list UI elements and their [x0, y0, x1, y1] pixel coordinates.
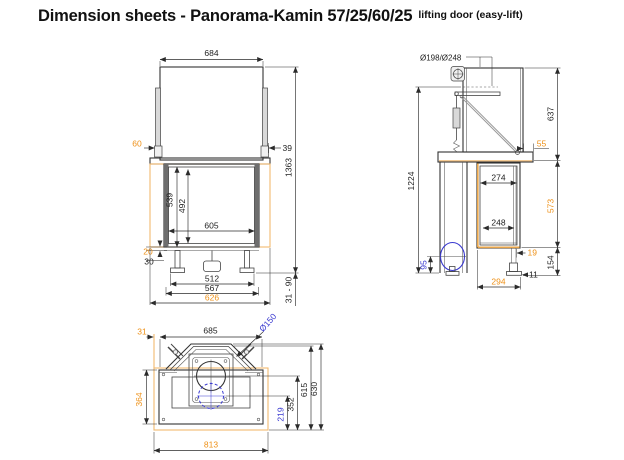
side-right-foot: [507, 272, 522, 276]
dim-front-door-height: 539: [164, 192, 175, 208]
dim-front-feet-outer: 567: [204, 283, 220, 293]
dim-side-bench-overhang: 55: [536, 138, 547, 149]
dim-front-total-height: 1363: [283, 158, 294, 177]
dim-side-foot-inset: 19: [527, 247, 537, 258]
plan-right-bracket: [244, 350, 248, 354]
dim-plan-bench-depth: 364: [134, 392, 144, 407]
front-left-rail-bracket: [155, 146, 163, 157]
front-bench-beam: [150, 158, 270, 164]
dim-side-depth-bottom: 248: [491, 217, 506, 228]
front-right-foot: [240, 268, 254, 273]
dim-front-hood-width: 684: [204, 48, 219, 58]
front-view: [132, 48, 298, 306]
dim-plan-depth-outer: 630: [309, 381, 319, 397]
side-left-foot: [446, 272, 459, 276]
side-view: [406, 54, 561, 290]
front-left-foot: [171, 268, 185, 273]
side-right-foot-stem: [510, 263, 518, 272]
dim-front-hearth-plate: 30: [144, 256, 154, 267]
dim-side-air-inlet-height: 95: [418, 260, 429, 270]
dim-plan-air-inlet-diameter: Ø150: [257, 311, 279, 334]
front-right-leg: [245, 251, 250, 269]
title-main: Dimension sheets - Panorama-Kamin 57/25/60/25: [38, 7, 413, 25]
front-center-pedestal: [204, 261, 221, 272]
title-suffix: lifting door (easy-lift): [418, 9, 523, 21]
dim-side-hood-height: 637: [545, 106, 556, 122]
dim-side-firebox-height: 573: [545, 198, 556, 214]
dim-side-flue-diameters: Ø198/Ø248: [420, 53, 462, 63]
dim-plan-depth-inner: 615: [299, 382, 309, 398]
dim-side-overall-height: 1224: [406, 171, 416, 191]
plan-view: [134, 311, 324, 453]
side-hood-body: [463, 68, 523, 152]
dim-plan-flue-center: 352: [285, 397, 296, 412]
front-hood: [160, 67, 263, 160]
dim-front-glass-height: 492: [177, 198, 187, 214]
front-right-rail-bracket: [261, 146, 269, 157]
dim-plan-air-inlet-center: 219: [275, 407, 286, 422]
dim-front-hearth-step: 20: [143, 246, 153, 257]
front-firebox-right-post: [255, 164, 260, 247]
dim-front-base-width: 626: [204, 292, 220, 303]
dim-plan-overall-width: 813: [203, 439, 219, 450]
dim-front-left-rail-offset: 60: [132, 138, 142, 149]
dim-side-base-depth: 294: [491, 276, 506, 287]
dim-plan-front-width: 685: [203, 325, 218, 336]
front-left-leg: [175, 251, 180, 269]
dim-side-plinth-height: 154: [545, 255, 556, 270]
dim-side-depth-top: 274: [491, 172, 506, 183]
plan-left-bracket: [173, 350, 177, 354]
dim-front-glass-width: 605: [204, 220, 219, 231]
side-counterweight: [453, 108, 460, 128]
dim-front-height-adjust: 31 - 90: [283, 276, 294, 304]
dim-side-foot-plate: 11: [529, 269, 538, 280]
dim-front-right-rail-offset: 39: [282, 143, 292, 153]
dim-plan-edge-offset: 31: [137, 326, 147, 337]
dim-front-feet-inner: 512: [204, 273, 220, 284]
